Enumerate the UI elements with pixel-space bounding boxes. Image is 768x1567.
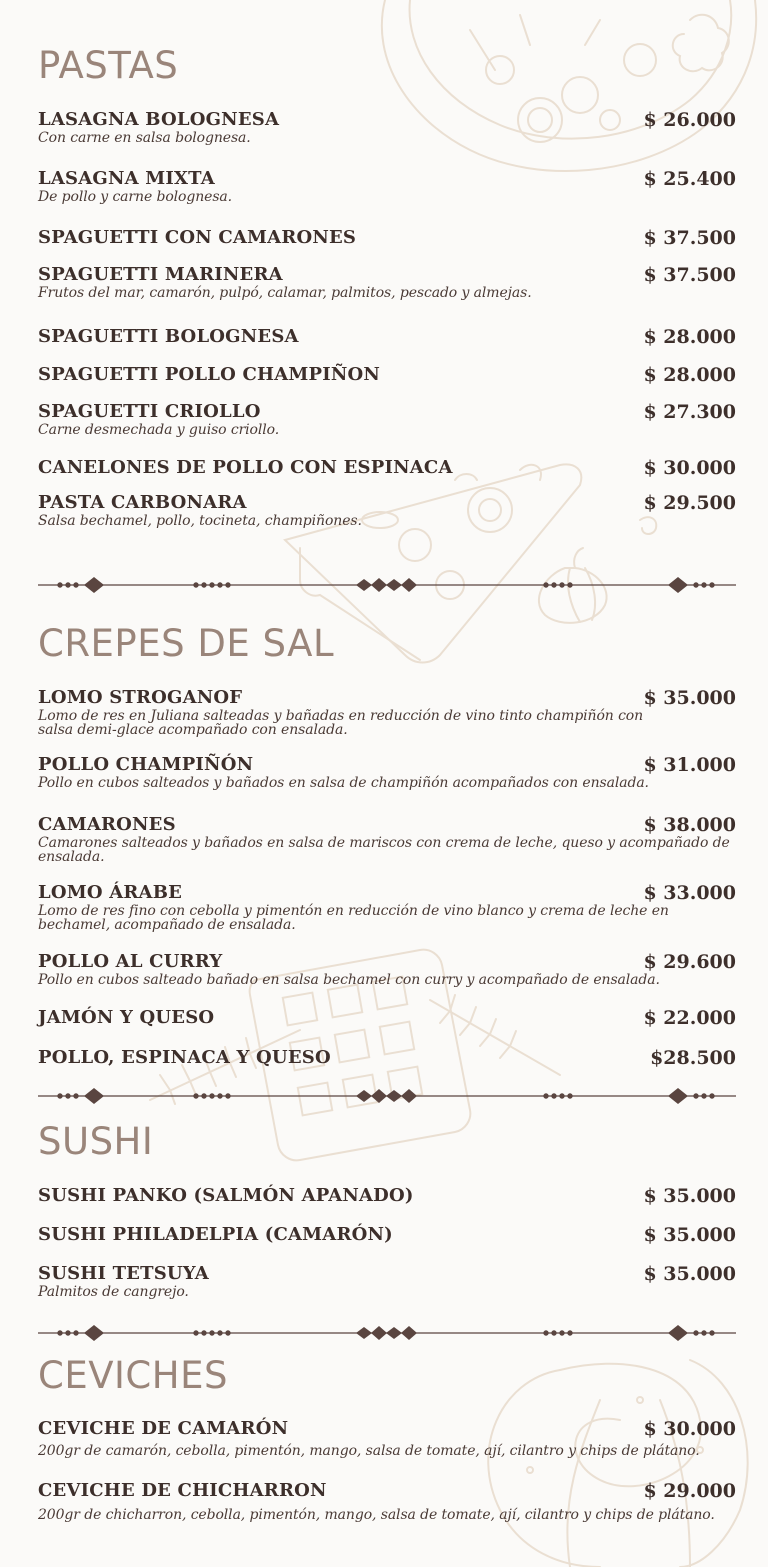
menu-item (38, 364, 736, 386)
item-name: LASAGNA MIXTA (38, 168, 215, 189)
item-price: $ 35.000 (643, 1263, 736, 1285)
menu-item (38, 1047, 736, 1069)
item-name: LASAGNA BOLOGNESA (38, 109, 280, 130)
item-price: $28.500 (650, 1047, 736, 1069)
item-name: SPAGUETTI CON CAMARONES (38, 227, 357, 248)
item-name: LOMO ÁRABE (38, 882, 183, 903)
item-description: Frutos del mar, camarón, pulpó, calamar, palmitos, pescado y almejas. (38, 285, 532, 301)
pretzel-illustration (488, 1360, 747, 1567)
item-price: $ 28.000 (643, 326, 736, 348)
item-name: POLLO, ESPINACA Y QUESO (38, 1047, 331, 1068)
menu-item (38, 168, 736, 204)
item-price: $ 28.000 (643, 364, 736, 386)
item-price: $ 22.000 (643, 1007, 736, 1029)
item-name: POLLO AL CURRY (38, 951, 223, 972)
item-description: Carne desmechada y guiso criollo. (38, 422, 280, 438)
menu-item (38, 951, 736, 987)
menu-item (38, 492, 736, 528)
item-description: 200gr de chicharron, cebolla, pimentón, mango, salsa de tomate, ají, cilantro y chips de plátano. (38, 1507, 715, 1523)
menu-item (38, 326, 736, 348)
item-price: $ 25.400 (643, 168, 736, 190)
item-price: $ 37.500 (643, 227, 736, 249)
section-title-ceviches: CEVICHES (38, 1354, 228, 1397)
item-price: $ 29.500 (643, 492, 736, 514)
menu-item (38, 1224, 736, 1246)
menu-item (38, 1480, 736, 1522)
item-price: $ 29.600 (643, 951, 736, 973)
section-title-sushi: SUSHI (38, 1120, 154, 1163)
item-name: SUSHI PHILADELPIA (CAMARÓN) (38, 1224, 393, 1245)
item-name: PASTA CARBONARA (38, 492, 247, 513)
section-title-pastas: PASTAS (38, 44, 179, 87)
menu-item (38, 687, 736, 737)
menu-item (38, 1185, 736, 1207)
menu-item (38, 109, 736, 145)
item-name: JAMÓN Y QUESO (38, 1007, 215, 1028)
item-description: 200gr de camarón, cebolla, pimentón, mango, salsa de tomate, ají, cilantro y chips de plátano. (38, 1443, 700, 1459)
item-price: $ 30.000 (643, 457, 736, 479)
item-name: POLLO CHAMPIÑÓN (38, 754, 254, 775)
item-price: $ 30.000 (643, 1418, 736, 1440)
item-description: De pollo y carne bolognesa. (38, 189, 233, 205)
menu-item (38, 401, 736, 437)
item-description: Camarones salteados y bañados en salsa de mariscos con crema de leche, queso y acompañado de ensalada. (38, 835, 730, 865)
item-name: SPAGUETTI CRIOLLO (38, 401, 261, 422)
menu-item (38, 1263, 736, 1299)
menu-item (38, 264, 736, 300)
item-price: $ 37.500 (643, 264, 736, 286)
menu-item (38, 1007, 736, 1029)
menu-item (38, 814, 736, 864)
item-price: $ 38.000 (643, 814, 736, 836)
item-price: $ 35.000 (643, 687, 736, 709)
item-price: $ 29.000 (643, 1480, 736, 1502)
item-name: CAMARONES (38, 814, 176, 835)
menu-item (38, 1418, 736, 1458)
item-name: SUSHI PANKO (SALMÓN APANADO) (38, 1185, 414, 1206)
item-name: CEVICHE DE CHICHARRON (38, 1480, 327, 1501)
ornamental-divider (38, 1323, 736, 1343)
pizza-plate-illustration (382, 0, 756, 171)
item-price: $ 27.300 (643, 401, 736, 423)
item-name: CANELONES DE POLLO CON ESPINACA (38, 457, 453, 478)
item-description: Salsa bechamel, pollo, tocineta, champiñones. (38, 513, 362, 529)
item-description: Lomo de res en Juliana salteadas y bañadas en reducción de vino tinto champiñón con salsa demi-glace acompañado con ensalada. (38, 708, 644, 738)
item-name: SPAGUETTI BOLOGNESA (38, 326, 299, 347)
item-price: $ 26.000 (643, 109, 736, 131)
item-description: Lomo de res fino con cebolla y pimentón en reducción de vino blanco y crema de leche en bechamel, acompañado de ensalada. (38, 903, 669, 933)
item-name: SUSHI TETSUYA (38, 1263, 209, 1284)
item-price: $ 31.000 (643, 754, 736, 776)
item-name: SPAGUETTI POLLO CHAMPIÑON (38, 364, 381, 385)
item-name: LOMO STROGANOF (38, 687, 243, 708)
item-price: $ 35.000 (643, 1224, 736, 1246)
ornamental-divider (38, 1086, 736, 1106)
ornamental-divider (38, 575, 736, 595)
item-name: SPAGUETTI MARINERA (38, 264, 283, 285)
menu-item (38, 882, 736, 932)
item-price: $ 35.000 (643, 1185, 736, 1207)
item-description: Pollo en cubos salteados y bañados en salsa de champiñón acompañados con ensalada. (38, 775, 649, 791)
item-name: CEVICHE DE CAMARÓN (38, 1418, 289, 1439)
menu-item (38, 457, 736, 479)
item-description: Con carne en salsa bolognesa. (38, 130, 251, 146)
menu-item (38, 754, 736, 790)
item-description: Pollo en cubos salteado bañado en salsa bechamel con curry y acompañado de ensalada. (38, 972, 660, 988)
item-description: Palmitos de cangrejo. (38, 1284, 189, 1300)
item-price: $ 33.000 (643, 882, 736, 904)
section-title-crepes: CREPES DE SAL (38, 622, 335, 665)
menu-item (38, 227, 736, 249)
